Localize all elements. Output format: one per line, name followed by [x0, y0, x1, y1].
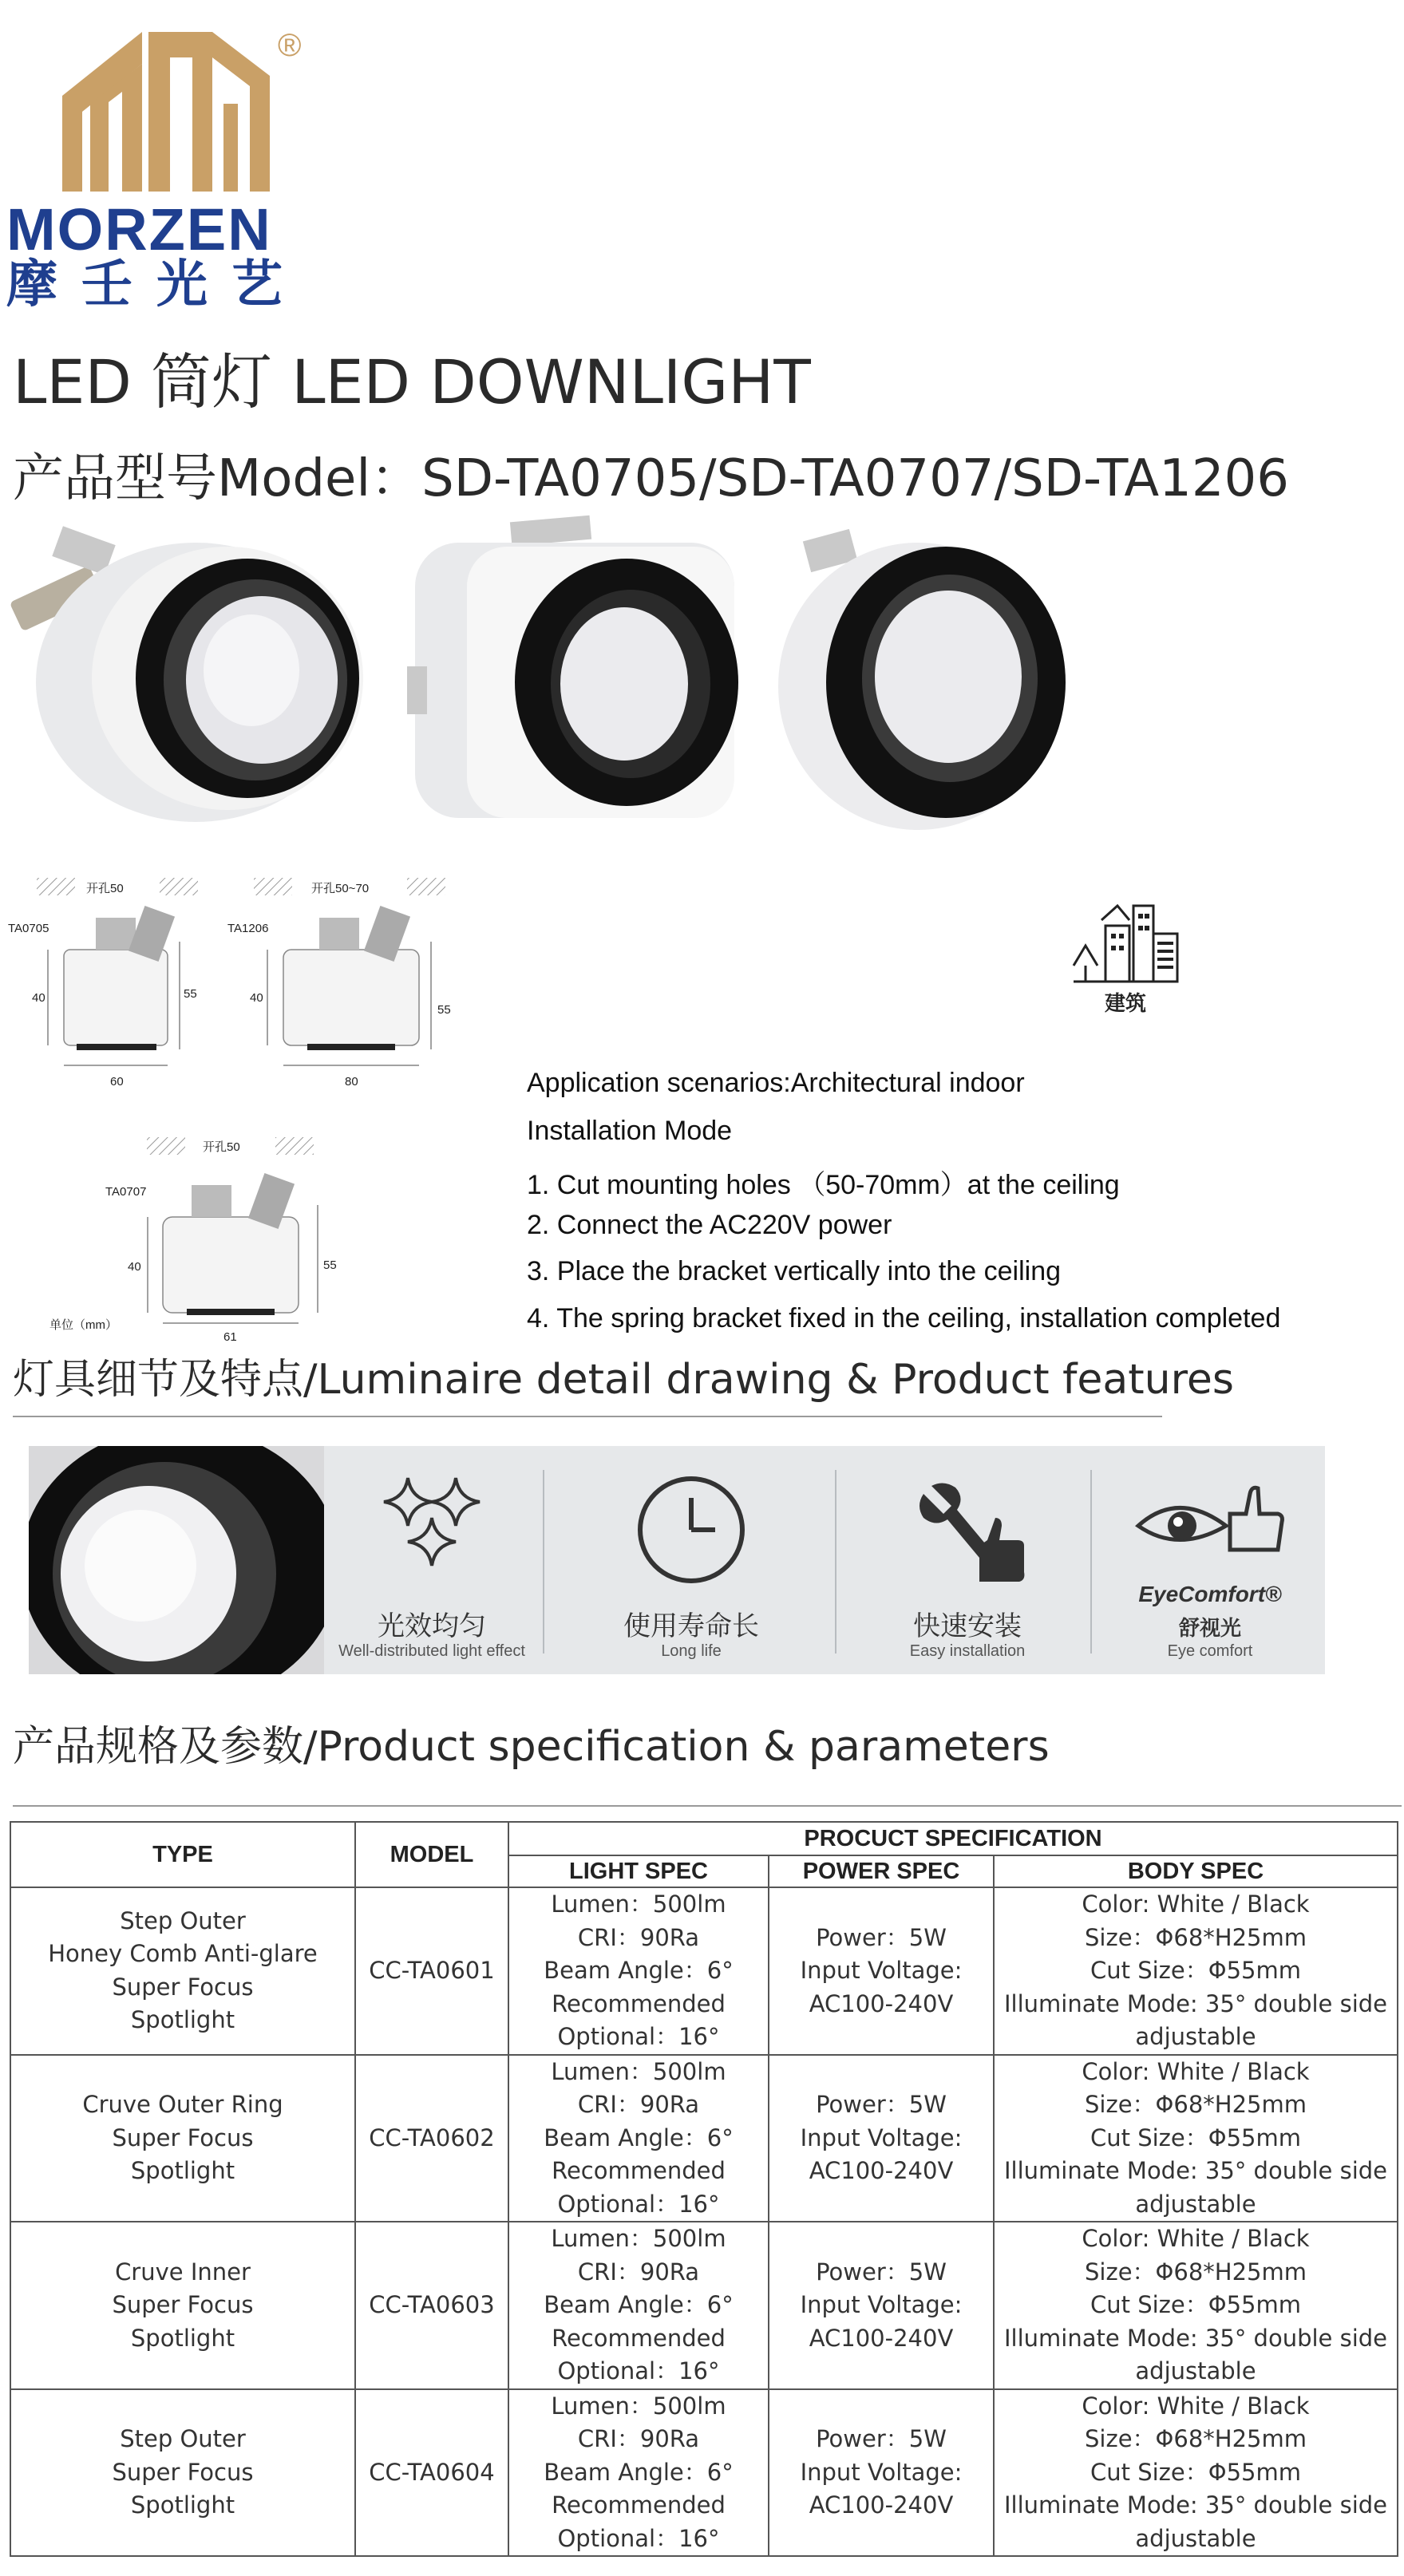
spec-line: Optional：16°: [557, 2190, 720, 2218]
spec-line: Super Focus: [112, 2124, 254, 2151]
brand-name-cn: 摩壬光艺: [6, 255, 307, 314]
divider: [835, 1470, 836, 1653]
divider: [543, 1470, 544, 1653]
spec-line: Spotlight: [130, 2324, 235, 2352]
spec-line: Honey Comb Anti-glare: [48, 1940, 318, 1968]
col-header-group: PROCUCT SPECIFICATION: [508, 1822, 1398, 1855]
body-spec-cell: [994, 1887, 1398, 2055]
spec-line: Cut Size：Φ55mm: [1090, 1957, 1301, 1984]
drawing-ta0707: [49, 1137, 337, 1341]
spec-line: Illuminate Mode: 35° double side: [1003, 2324, 1388, 2352]
spec-line: adjustable: [1135, 2190, 1256, 2218]
registered-mark: ®: [278, 28, 302, 63]
divider: [13, 1416, 1162, 1417]
spec-line: Size：Φ68*H25mm: [1085, 2425, 1307, 2452]
spec-line: CRI：90Ra: [577, 2425, 700, 2452]
drawing-ta0705: [8, 878, 198, 1088]
clock-icon: [631, 1470, 751, 1590]
type-cell: [10, 2389, 355, 2557]
spec-line: Step Outer: [120, 2425, 246, 2452]
spec-line: Color: White / Black: [1082, 1891, 1310, 1918]
model-cell: CC-TA0602: [355, 2055, 508, 2222]
feature-zh: 使用寿命长: [623, 1610, 759, 1642]
model-label: TA1206: [227, 922, 269, 935]
spec-line: Lumen：500lm: [551, 2392, 726, 2420]
height-dim: 55: [323, 1258, 337, 1272]
feature-easy-install: [840, 1446, 1095, 1674]
table-row: [10, 2055, 1398, 2222]
feature-en: Long life: [661, 1642, 722, 1660]
spec-line: Input Voltage:: [800, 2124, 963, 2151]
feature-zh: 舒视光: [1178, 1617, 1241, 1641]
spec-heading: 产品规格及参数/Product specification & parameters: [13, 1723, 1050, 1771]
feature-en: Eye comfort: [1167, 1642, 1253, 1660]
spec-line: Input Voltage:: [800, 2458, 963, 2486]
spec-table-body: [10, 1887, 1398, 2556]
spec-line: Beam Angle：6°: [544, 2458, 734, 2486]
type-cell: [10, 2055, 355, 2222]
spec-line: adjustable: [1135, 2524, 1256, 2552]
building-logo-icon: [6, 16, 342, 207]
col-header-light: LIGHT SPEC: [508, 1855, 769, 1887]
feature-eye-comfort: [1095, 1446, 1325, 1674]
spec-line: Super Focus: [112, 1973, 254, 2001]
spec-line: Input Voltage:: [800, 2291, 963, 2318]
spec-line: Super Focus: [112, 2291, 254, 2318]
model-label: TA0707: [105, 1185, 147, 1199]
feature-en: Easy installation: [909, 1642, 1026, 1660]
spec-line: Size：Φ68*H25mm: [1085, 2091, 1307, 2118]
feature-uniform-light: [324, 1446, 540, 1674]
body-spec-cell: [994, 2389, 1398, 2557]
spec-line: Spotlight: [130, 2491, 235, 2519]
application-scenario: Application scenarios:Architectural indoor: [527, 1068, 1025, 1098]
col-header-body: BODY SPEC: [994, 1855, 1398, 1887]
application-icon-label: 建筑: [1104, 992, 1146, 1016]
light-spec-cell: [508, 1887, 769, 2055]
feature-zh: 快速安装: [913, 1610, 1022, 1642]
spec-line: Super Focus: [112, 2458, 254, 2486]
spec-line: Beam Angle：6°: [544, 2124, 734, 2151]
model-cell: CC-TA0601: [355, 1887, 508, 2055]
spec-line: Power：5W: [816, 2258, 947, 2286]
spec-line: Lumen：500lm: [551, 2225, 726, 2252]
wrench-thumb-icon: [908, 1470, 1027, 1590]
height-dim: 55: [184, 987, 197, 1001]
spec-line: Cut Size：Φ55mm: [1090, 2124, 1301, 2151]
hole-label: 开孔50: [203, 1140, 240, 1154]
model-cell: CC-TA0604: [355, 2389, 508, 2557]
install-step-3: 3. Place the bracket vertically into the ceiling: [527, 1256, 1062, 1286]
feature-long-life: [548, 1446, 835, 1674]
spec-line: Recommended: [552, 2157, 726, 2184]
type-cell: [10, 2222, 355, 2389]
spec-line: AC100-240V: [809, 2157, 954, 2184]
spec-line: CRI：90Ra: [577, 1923, 700, 1951]
power-spec-cell: [769, 2055, 994, 2222]
spec-line: Optional：16°: [557, 2524, 720, 2552]
spec-line: Beam Angle：6°: [544, 1957, 734, 1984]
spec-line: Color: White / Black: [1082, 2225, 1310, 2252]
light-spec-cell: [508, 2389, 769, 2557]
spec-line: AC100-240V: [809, 2491, 954, 2519]
spec-line: Recommended: [552, 1989, 726, 2017]
divider: [13, 1805, 1402, 1807]
brand-name-en: MORZEN: [6, 196, 272, 263]
product-photo-round-2: [750, 519, 1109, 854]
spec-line: Optional：16°: [557, 2357, 720, 2384]
product-photo-square: [391, 515, 750, 834]
spec-line: CRI：90Ra: [577, 2091, 700, 2118]
type-cell: [10, 1887, 355, 2055]
col-header-model: MODEL: [355, 1822, 508, 1887]
power-spec-cell: [769, 2222, 994, 2389]
spec-line: Recommended: [552, 2491, 726, 2519]
model-label: TA0705: [8, 922, 49, 935]
body-dim: 40: [128, 1260, 141, 1274]
spec-line: Size：Φ68*H25mm: [1085, 1923, 1307, 1951]
install-step-2: 2. Connect the AC220V power: [527, 1210, 892, 1240]
spec-line: Cut Size：Φ55mm: [1090, 2458, 1301, 2486]
col-header-type: TYPE: [10, 1822, 355, 1887]
spec-line: Power：5W: [816, 1923, 947, 1951]
spec-table: [10, 1821, 1398, 2557]
spec-line: adjustable: [1135, 2357, 1256, 2384]
hole-label: 开孔50~70: [311, 882, 370, 895]
light-spec-cell: [508, 2222, 769, 2389]
building-icon: [1070, 898, 1181, 986]
installation-mode-title: Installation Mode: [527, 1116, 733, 1146]
spec-line: Illuminate Mode: 35° double side: [1003, 2157, 1388, 2184]
body-dim: 40: [250, 991, 263, 1005]
spec-line: Illuminate Mode: 35° double side: [1003, 1989, 1388, 2017]
body-spec-cell: [994, 2222, 1398, 2389]
feature-en: Well-distributed light effect: [338, 1642, 525, 1660]
spec-line: Step Outer: [120, 1906, 246, 1934]
width-dim: 61: [223, 1330, 237, 1341]
install-step-1: 1. Cut mounting holes （50-70mm）at the ceiling: [527, 1170, 1120, 1200]
feature-zh: 光效均匀: [378, 1610, 486, 1642]
spec-line: Lumen：500lm: [551, 1891, 726, 1918]
spec-line: Cut Size：Φ55mm: [1090, 2291, 1301, 2318]
table-row: [10, 1887, 1398, 2055]
table-row: [10, 2222, 1398, 2389]
body-spec-cell: [994, 2055, 1398, 2222]
divider: [1090, 1470, 1092, 1653]
model-cell: CC-TA0603: [355, 2222, 508, 2389]
features-heading: 灯具细节及特点/Luminaire detail drawing & Product features: [13, 1356, 1234, 1404]
spec-line: Illuminate Mode: 35° double side: [1003, 2491, 1388, 2519]
spec-line: Color: White / Black: [1082, 2057, 1310, 2085]
spec-line: Optional：16°: [557, 2023, 720, 2050]
spec-line: Size：Φ68*H25mm: [1085, 2258, 1307, 2286]
body-dim: 40: [32, 991, 45, 1005]
spec-line: Lumen：500lm: [551, 2057, 726, 2085]
spec-line: Recommended: [552, 2324, 726, 2352]
spec-line: Color: White / Black: [1082, 2392, 1310, 2420]
spec-line: Power：5W: [816, 2425, 947, 2452]
height-dim: 55: [437, 1003, 451, 1017]
sparkle-icon: [376, 1470, 488, 1582]
width-dim: 80: [345, 1075, 358, 1088]
power-spec-cell: [769, 1887, 994, 2055]
spec-line: AC100-240V: [809, 1989, 954, 2017]
eye-comfort-brand: EyeComfort®: [1138, 1582, 1282, 1606]
application-icon-block: [1070, 898, 1181, 1017]
spec-line: Input Voltage:: [800, 1957, 963, 1984]
hole-label: 开孔50: [86, 882, 124, 895]
unit-note: 单位（mm）: [49, 1318, 117, 1332]
luminaire-detail-photo: [29, 1446, 324, 1674]
dimension-drawings: [0, 862, 511, 1341]
width-dim: 60: [110, 1075, 124, 1088]
light-spec-cell: [508, 2055, 769, 2222]
spec-line: Spotlight: [130, 2157, 235, 2184]
page-title: LED 筒灯 LED DOWNLIGHT: [13, 346, 811, 417]
drawing-ta1206: [227, 878, 451, 1088]
features-band: [29, 1446, 1325, 1674]
model-line: 产品型号Model：SD-TA0705/SD-TA0707/SD-TA1206: [13, 449, 1289, 508]
product-photo-round-1: [0, 519, 399, 838]
spec-line: Cruve Inner: [115, 2258, 251, 2286]
spec-line: adjustable: [1135, 2023, 1256, 2050]
spec-line: Power：5W: [816, 2091, 947, 2118]
table-row: [10, 2389, 1398, 2557]
spec-line: Spotlight: [130, 2006, 235, 2034]
eye-thumb-icon: [1130, 1474, 1290, 1562]
spec-line: AC100-240V: [809, 2324, 954, 2352]
col-header-power: POWER SPEC: [769, 1855, 994, 1887]
power-spec-cell: [769, 2389, 994, 2557]
spec-line: Beam Angle：6°: [544, 2291, 734, 2318]
install-step-4: 4. The spring bracket fixed in the ceiling, installation completed: [527, 1303, 1281, 1333]
spec-line: Cruve Outer Ring: [82, 2091, 283, 2118]
spec-line: CRI：90Ra: [577, 2258, 700, 2286]
